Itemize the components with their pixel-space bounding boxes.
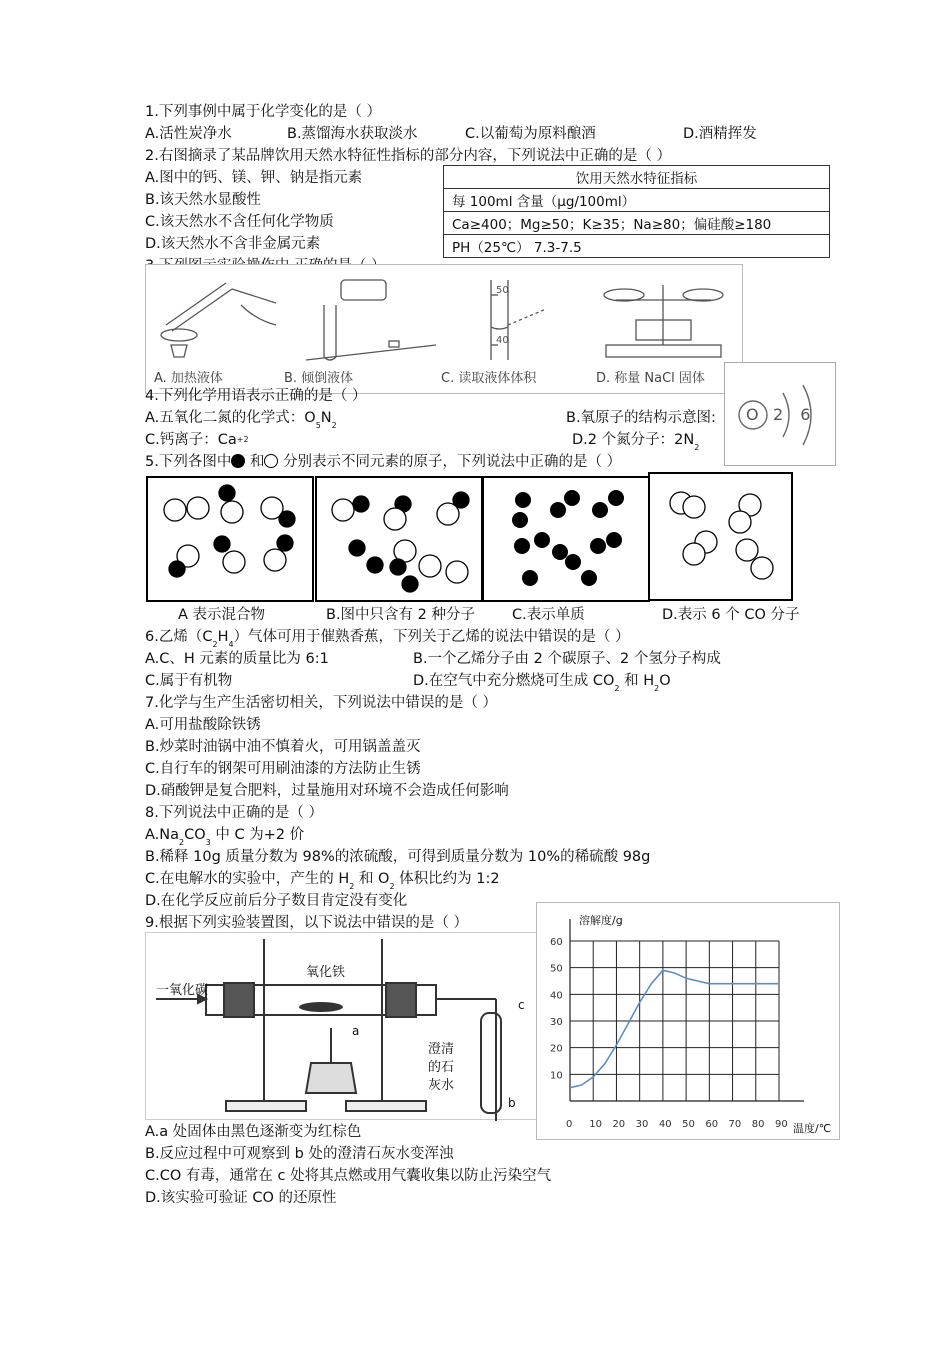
q1-option-c: C.以葡萄为原料酿酒 xyxy=(465,126,596,142)
y-tick-label: 40 xyxy=(550,990,563,1002)
x-tick-label: 30 xyxy=(635,1119,649,1130)
water-spec-table xyxy=(443,165,830,258)
q8-c-sub2: 2 xyxy=(389,882,395,891)
q7-option-d: D.硝酸钾是复合肥料，过量施用对环境不会造成任何影响 xyxy=(145,783,509,799)
q7-option-b: B.炒菜时油锅中油不慎着火，可用锅盖盖灭 xyxy=(145,739,421,755)
q5-stem-mid: 和 xyxy=(245,454,265,470)
q8-a-sub2: 3 xyxy=(205,838,211,847)
q3-label-b: B. 倾倒液体 xyxy=(284,371,354,386)
scale-50: 50 xyxy=(496,285,509,296)
q6-stem-mid: H xyxy=(217,629,229,645)
y-tick-label: 20 xyxy=(550,1043,563,1055)
q8-c-sub1: 2 xyxy=(349,882,355,891)
q5-option-a: A 表示混合物 xyxy=(178,607,266,623)
scale-40: 40 xyxy=(496,335,509,346)
q5-option-d: D.表示 6 个 CO 分子 xyxy=(662,607,800,623)
label-c: c xyxy=(518,998,525,1012)
y-tick-label: 60 xyxy=(550,937,563,948)
shell-electrons: 2 6 xyxy=(773,405,817,424)
y-tick-label: 50 xyxy=(550,963,563,975)
x-tick-label: 80 xyxy=(751,1119,765,1130)
q6-stem-post: ）气体可用于催熟香蕉，下列关于乙烯的说法中错误的是（ ） xyxy=(233,629,630,645)
q8-a-mid: CO xyxy=(184,827,206,843)
q2-stem: 2.右图摘录了某品牌饮用天然水特征性指标的部分内容，下列说法中正确的是（ ） xyxy=(145,148,671,164)
q6-option-b: B.一个乙烯分子由 2 个碳原子、2 个氢分子构成 xyxy=(413,651,721,667)
nucleus-label: O xyxy=(746,405,759,424)
q4-a-mid: N xyxy=(320,410,332,426)
q6-d-sub2: 2 xyxy=(654,684,660,693)
spec-unit: 每 100ml 含量（μg/100ml） xyxy=(444,189,830,212)
q1-option-b: B.蒸馏海水获取淡水 xyxy=(287,126,418,142)
q8-c-pre: C.在电解水的实验中，产生的 H xyxy=(145,871,350,887)
x-tick-label: 60 xyxy=(705,1119,719,1130)
white-atom-icon xyxy=(264,454,278,468)
q6-d-pre: D.在空气中充分燃烧可生成 CO xyxy=(413,673,615,689)
q4-a-sub2: 2 xyxy=(331,421,337,430)
x-tick-label: 50 xyxy=(682,1119,695,1130)
q6-stem-pre: 6.乙烯（C xyxy=(145,629,213,645)
x-tick-label: 40 xyxy=(658,1119,672,1130)
label-a: a xyxy=(352,1024,360,1038)
q7-option-c: C.自行车的钢架可用刷油漆的方法防止生锈 xyxy=(145,761,421,777)
q1-stem: 1.下列事例中属于化学变化的是（ ） xyxy=(145,104,381,120)
q9-option-a: A.a 处固体由黑色逐渐变为红棕色 xyxy=(145,1124,362,1140)
q4-c-sup: +2 xyxy=(236,435,249,444)
q5-molecule-boxes xyxy=(145,472,795,604)
q8-a-pre: A.Na xyxy=(145,827,180,843)
q6-sub1: 2 xyxy=(212,640,218,649)
q8-option-b: B.稀释 10g 质量分数为 98%的浓硫酸，可得到质量分数为 10%的稀硫酸 98g xyxy=(145,849,651,865)
spec-ph: PH（25℃） 7.3-7.5 xyxy=(444,235,830,258)
y-tick-label: 30 xyxy=(550,1017,563,1028)
q5-stem xyxy=(145,452,621,472)
q4-d-text: D.2 个氮分子：2N xyxy=(572,432,695,448)
q5-stem-pre: 5.下列各图中 xyxy=(145,454,232,470)
x-tick-label: 90 xyxy=(775,1119,788,1130)
q8-c-mid: 和 O xyxy=(354,871,390,887)
q5-option-c: C.表示单质 xyxy=(512,607,585,623)
q6-option-a: A.C、H 元素的质量比为 6:1 xyxy=(145,651,329,667)
solubility-curve xyxy=(570,970,779,1087)
q6-d-mid: 和 H xyxy=(619,673,655,689)
q4-option-b: B.氧原子的结构示意图: xyxy=(566,410,716,426)
q9-option-b: B.反应过程中可观察到 b 处的澄清石灰水变浑浊 xyxy=(145,1146,454,1162)
q6-d-sub1: 2 xyxy=(614,684,620,693)
oxygen-atom-diagram xyxy=(724,362,836,466)
q9-option-d: D.该实验可验证 CO 的还原性 xyxy=(145,1190,337,1206)
q4-a-text: A.五氧化二氮的化学式：O xyxy=(145,410,316,426)
label-limewater-2: 的石 xyxy=(428,1060,455,1075)
q2-option-a: A.图中的钙、镁、钾、钠是指元素 xyxy=(145,170,363,186)
y-tick-label: 10 xyxy=(550,1070,563,1082)
q8-stem: 8.下列说法中正确的是（ ） xyxy=(145,805,323,821)
q6-d-post: O xyxy=(659,673,671,689)
q6-sub2: 4 xyxy=(228,640,234,649)
q3-label-a: A. 加热液体 xyxy=(154,371,223,386)
label-b: b xyxy=(508,1096,516,1110)
q9-option-c: C.CO 有毒，通常在 c 处将其点燃或用气囊收集以防止污染空气 xyxy=(145,1168,552,1184)
q3-figure xyxy=(145,264,743,394)
q7-option-a: A.可用盐酸除铁锈 xyxy=(145,717,261,733)
q4-option-c xyxy=(145,430,249,450)
q7-stem: 7.化学与生产生活密切相关，下列说法中错误的是（ ） xyxy=(145,695,497,711)
x-tick-label: 10 xyxy=(589,1119,602,1130)
q8-c-post: 体积比约为 1:2 xyxy=(394,871,500,887)
chart-xlabel: 温度/℃ xyxy=(793,1122,832,1135)
q4-c-text: C.钙离子：Ca xyxy=(145,432,237,448)
q8-a-sub1: 2 xyxy=(179,838,185,847)
solubility-chart-frame xyxy=(536,902,840,1140)
q6-option-c: C.属于有机物 xyxy=(145,673,233,689)
q5-stem-post: 分别表示不同元素的原子，下列说法中正确的是（ ） xyxy=(278,454,622,470)
q4-d-sub: 2 xyxy=(694,443,700,452)
q9-stem: 9.根据下列实验装置图，以下说法中错误的是（ ） xyxy=(145,915,468,931)
q2-option-c: C.该天然水不含任何化学物质 xyxy=(145,214,334,230)
x-tick-label: 0 xyxy=(566,1119,573,1130)
q8-option-d: D.在化学反应前后分子数目肯定没有变化 xyxy=(145,893,408,909)
label-carbon-monoxide: 一氧化碳 xyxy=(156,983,209,998)
black-atom-icon xyxy=(231,454,245,468)
q1-option-d: D.酒精挥发 xyxy=(683,126,757,142)
solubility-chart xyxy=(537,903,841,1141)
q5-option-b: B.图中只含有 2 种分子 xyxy=(326,607,475,623)
q2-option-b: B.该天然水显酸性 xyxy=(145,192,262,208)
x-tick-label: 20 xyxy=(612,1119,626,1130)
q4-a-sub1: 5 xyxy=(315,421,321,430)
label-iron-oxide: 氧化铁 xyxy=(306,965,346,980)
q1-option-a: A.活性炭净水 xyxy=(145,126,232,142)
label-limewater-1: 澄清 xyxy=(428,1042,455,1057)
q3-label-d: D. 称量 NaCl 固体 xyxy=(596,371,705,386)
chart-ylabel: 溶解度/g xyxy=(579,914,623,927)
spec-title: 饮用天然水特征指标 xyxy=(444,166,830,189)
q3-label-c: C. 读取液体体积 xyxy=(441,371,537,386)
x-tick-label: 70 xyxy=(728,1119,742,1130)
label-limewater-3: 灰水 xyxy=(428,1078,455,1093)
q8-a-post: 中 C 为+2 价 xyxy=(210,827,305,843)
spec-content: Ca≥400；Mg≥50；K≥35；Na≥80；偏硅酸≥180 xyxy=(444,212,830,235)
co-reduction-apparatus xyxy=(145,932,543,1120)
q4-stem: 4.下列化学用语表示正确的是（ ） xyxy=(145,388,367,404)
q2-option-d: D.该天然水不含非金属元素 xyxy=(145,236,321,252)
